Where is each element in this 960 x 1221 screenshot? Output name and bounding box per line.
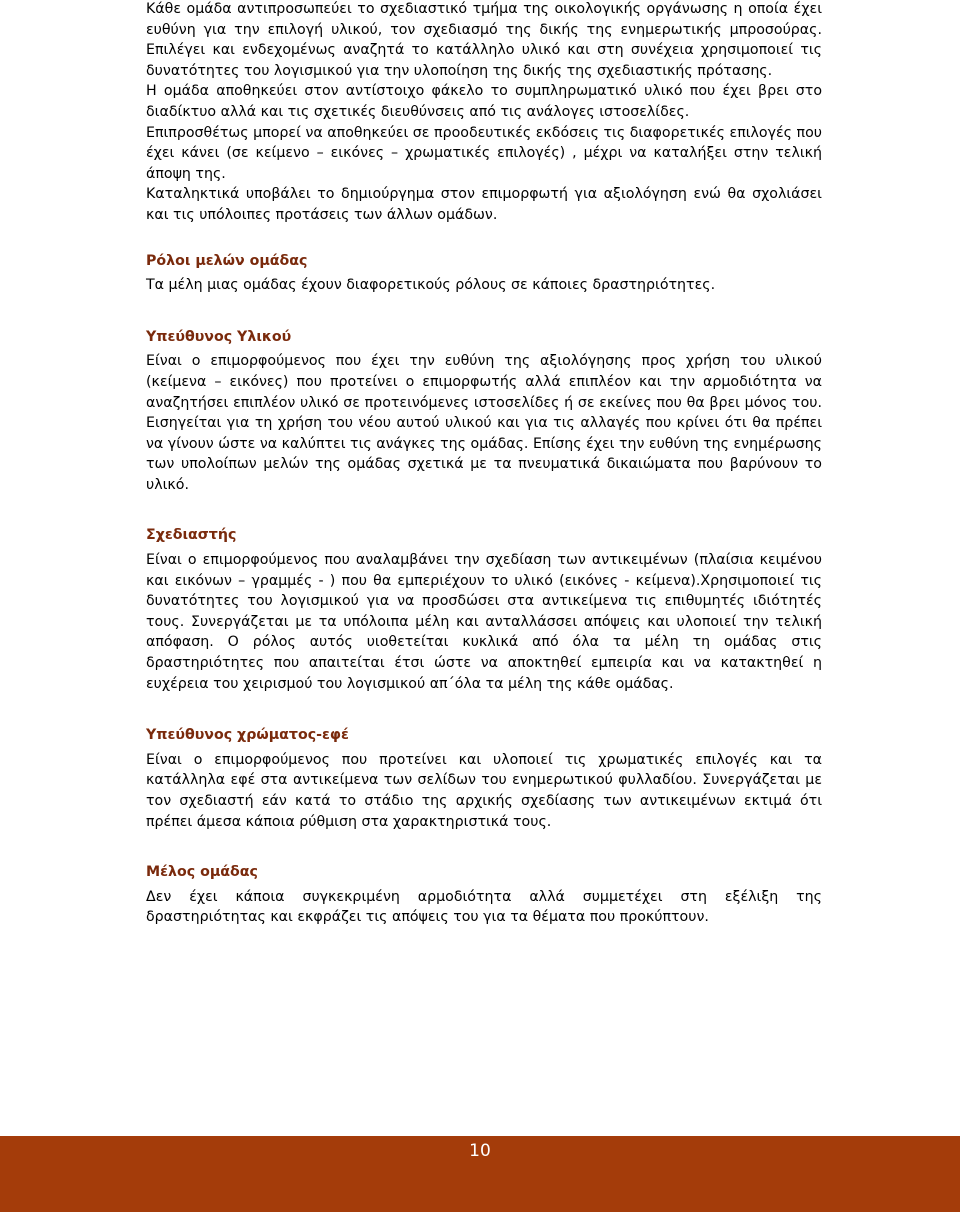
roles-heading: Ρόλοι μελών ομάδας xyxy=(146,252,308,269)
designer-text: Είναι ο επιμορφούμενος που αναλαμβάνει την σχεδίαση των αντικειμένων (πλαίσια κειμένου και εικόνων – γραμμές - ) που θα εμπεριέχουν το υλικό (εικόνες - κείμενα).Χρησιμοποιεί τις δυνατότητες του λογισμικού για να προσδώσει στα αντικείμενα τις επιθυμητές ιδιότητές τους. Συνεργάζεται με τα υπόλοιπα μέλη και ανταλλάσσει απόψεις και υλοποιεί την τελική απόφαση. Ο ρόλος αυτός υιοθετείται κυκλικά από όλα τα μέλη τη ομάδας στις δραστηριότητες που απαιτείται έτσι ώστε να αποκτηθεί εμπειρία και να κατακτηθεί η ευχέρεια του χειρισμού του λογισμικού απ΄όλα τα μέλη της κάθε ομάδας. xyxy=(146,552,822,692)
member-heading: Μέλος ομάδας xyxy=(146,864,258,881)
roles-intro: Τα μέλη μιας ομάδας έχουν διαφορετικούς ρόλους σε κάποιες δραστηριότητες. xyxy=(146,277,716,294)
document-body xyxy=(146,0,822,928)
page-number: 10 xyxy=(469,1141,491,1161)
versions-paragraph: Επιπροσθέτως μπορεί να αποθηκεύει σε προοδευτικές εκδόσεις τις διαφορετικές επιλογές που έχει κάνει (σε κείμενο – εικόνες – χρωματικές επιλογές) , μέχρι να καταλήξει στην τελική άποψη της. xyxy=(146,124,822,182)
member-text: Δεν έχει κάποια συγκεκριμένη αρμοδιότητα αλλά συμμετέχει στη εξέλιξη της δραστηριότητας και εκφράζει τις απόψεις του για τα θέματα που προκύπτουν. xyxy=(146,888,822,926)
color-text: Είναι ο επιμορφούμενος που προτείνει και υλοποιεί τις χρωματικές επιλογές και τα κατάλληλα εφέ στα αντικείμενα των σελίδων του ενημερωτικού φυλλαδίου. Συνεργάζεται με τον σχεδιαστή εάν κατά το στάδιο της αρχικής σχεδίασης των αντικειμένων εκτιμά ότι πρέπει άμεσα κάποια ρύθμιση στα χαρακτηριστικά τους. xyxy=(146,751,822,830)
submit-paragraph: Καταληκτικά υποβάλει το δημιούργημα στον επιμορφωτή για αξιολόγηση ενώ θα σχολιάσει και τις υπόλοιπες προτάσεις των άλλων ομάδων. xyxy=(146,186,822,223)
material-heading: Υπεύθυνος Υλικού xyxy=(146,328,292,345)
material-text: Είναι ο επιμορφούμενος που έχει την ευθύνη της αξιολόγησης προς χρήση του υλικού (κείμενα – εικόνες) που προτείνει ο επιμορφωτής αλλά επιπλέον και την αρμοδιότητα να αναζητήσει επιπλέον υλικό σε προτεινόμενες ιστοσελίδες ή σε εκείνες που θα βρει μόνος του. Εισηγείται για τη χρήση του νέου αυτού υλικού και για τις αλλαγές που κρίνει ότι θα πρέπει να γίνουν ώστε να καλύπτει τις ανάγκες της ομάδας. Επίσης έχει την ευθύνη της ενημέρωσης των υπολοίπων μελών της ομάδας σχετικά με τα πνευματικά δικαιώματα που βαρύνουν το υλικό. xyxy=(146,353,822,493)
color-heading: Υπεύθυνος χρώματος-εφέ xyxy=(146,727,349,744)
intro-paragraph: Κάθε ομάδα αντιπροσωπεύει το σχεδιαστικό τμήμα της οικολογικής οργάνωσης η οποία έχει ευθύνη για την επιλογή υλικού, τον σχεδιασμό της δικής της ενημερωτικής μπροσούρας. Επιλέγει και ενδεχομένως αναζητά το κατάλληλο υλικό και στη συνέχεια χρησιμοποιεί τις δυνατότητες του λογισμικού για την υλοποίηση της δικής της σχεδιαστικής πρότασης. xyxy=(146,1,822,79)
storage-paragraph: Η ομάδα αποθηκεύει στον αντίστοιχο φάκελο το συμπληρωματικό υλικό που έχει βρει στο διαδίκτυο αλλά και τις σχετικές διευθύνσεις από τις ανάλογες ιστοσελίδες. xyxy=(146,83,822,120)
designer-heading: Σχεδιαστής xyxy=(146,527,237,544)
